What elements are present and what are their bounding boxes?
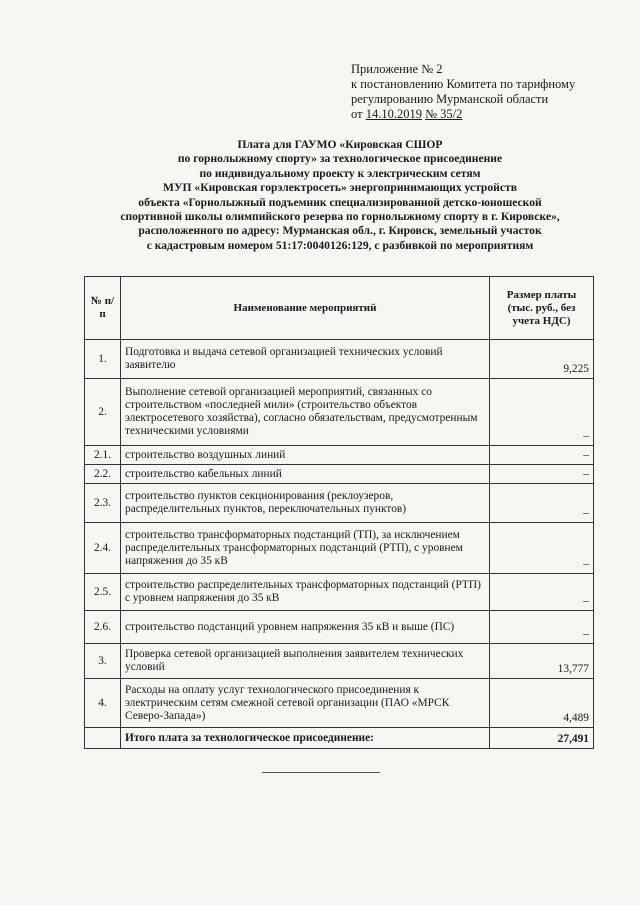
table-row: [85, 644, 594, 679]
title-line: объекта «Горнолыжный подъемник специализированной детско-юношеской: [138, 195, 542, 209]
row-value: –: [490, 465, 594, 484]
row-name: строительство распределительных трансформаторных подстанций (РТП) с уровнем напряжения до 35 кВ: [121, 574, 490, 611]
appendix-line: к постановлению Комитета по тарифному: [351, 77, 576, 91]
row-value: 4,489: [490, 679, 594, 728]
total-label: Итого плата за технологическое присоединение:: [121, 728, 490, 749]
row-no: 2.: [85, 379, 121, 446]
row-name: строительство пунктов секционирования (реклоузеров, распределительных пунктов, переключательных пунктов): [121, 484, 490, 523]
row-value: –: [490, 611, 594, 644]
title-line: с кадастровым номером 51:17:0040126:129, с разбивкой по мероприятиям: [146, 238, 534, 252]
appendix-block: [351, 62, 611, 122]
row-no: 2.5.: [85, 574, 121, 611]
row-name: Подготовка и выдача сетевой организацией технических условий заявителю: [121, 340, 490, 379]
table-row: [85, 379, 594, 446]
row-name: Расходы на оплату услуг технологического присоединения к электрическим сетям смежной сетевой организации (ПАО «МРСК Северо-Запада»): [121, 679, 490, 728]
table-row: [85, 484, 594, 523]
title-line: по горнолыжному спорту» за технологическое присоединение: [177, 152, 503, 166]
row-name: строительство трансформаторных подстанций (ТП), за исключением распределительных трансформаторных подстанций (РТП), с уровнем напряжения до 35 кВ: [121, 523, 490, 574]
row-no: 1.: [85, 340, 121, 379]
table-row: [85, 523, 594, 574]
appendix-prefix: от: [351, 107, 363, 121]
row-value: –: [490, 379, 594, 446]
title-line: спортивной школы олимпийского резерва по горнолыжному спорту в г. Кировске»,: [120, 210, 560, 224]
header-value: Размер платы (тыс. руб., без учета НДС): [490, 277, 594, 340]
signature-line: [262, 772, 380, 773]
appendix-title: Приложение № 2: [351, 62, 443, 76]
row-value: –: [490, 574, 594, 611]
row-no: 4.: [85, 679, 121, 728]
row-value: 13,777: [490, 644, 594, 679]
row-value: –: [490, 484, 594, 523]
row-name: Выполнение сетевой организацией мероприятий, связанных со строительством «последней мили» (строительство объектов электросетевого хозяйства), согласно обязательствам, предусмотренным техническими условиями: [121, 379, 490, 446]
table-row: [85, 446, 594, 465]
appendix-date: 14.10.2019: [365, 107, 422, 121]
table-row: [85, 465, 594, 484]
row-name: строительство кабельных линий: [121, 465, 490, 484]
title-line: Плата для ГАУМО «Кировская СШОР: [237, 138, 443, 151]
fee-table: [84, 276, 594, 749]
title-line: по индивидуальному проекту к электрическим сетям: [199, 166, 481, 180]
row-no: 2.6.: [85, 611, 121, 644]
table-row: [85, 611, 594, 644]
appendix-date-line: [351, 107, 611, 122]
row-name: Проверка сетевой организацией выполнения заявителем технических условий: [121, 644, 490, 679]
title-line: расположенного по адресу: Мурманская обл., г. Кировск, земельный участок: [138, 224, 542, 238]
document-title: [70, 138, 610, 253]
total-value: 27,491: [490, 728, 594, 749]
title-line: МУП «Кировская горэлектросеть» энергопринимающих устройств: [163, 181, 517, 195]
row-value: –: [490, 523, 594, 574]
appendix-line: регулированию Мурманской области: [351, 92, 549, 106]
row-no: 2.3.: [85, 484, 121, 523]
row-value: 9,225: [490, 340, 594, 379]
table-row: [85, 574, 594, 611]
row-no: 2.2.: [85, 465, 121, 484]
header-name: Наименование мероприятий: [121, 277, 490, 340]
table-total-row: [85, 728, 594, 749]
appendix-number: № 35/2: [425, 107, 463, 121]
row-name: строительство подстанций уровнем напряжения 35 кВ и выше (ПС): [121, 611, 490, 644]
row-no: 2.4.: [85, 523, 121, 574]
table-row: [85, 679, 594, 728]
row-name: строительство воздушных линий: [121, 446, 490, 465]
row-value: –: [490, 446, 594, 465]
row-no: 2.1.: [85, 446, 121, 465]
row-no: 3.: [85, 644, 121, 679]
table-row: [85, 340, 594, 379]
table-header-row: [85, 277, 594, 340]
total-no: [85, 728, 121, 749]
header-no: № п/п: [85, 277, 121, 340]
